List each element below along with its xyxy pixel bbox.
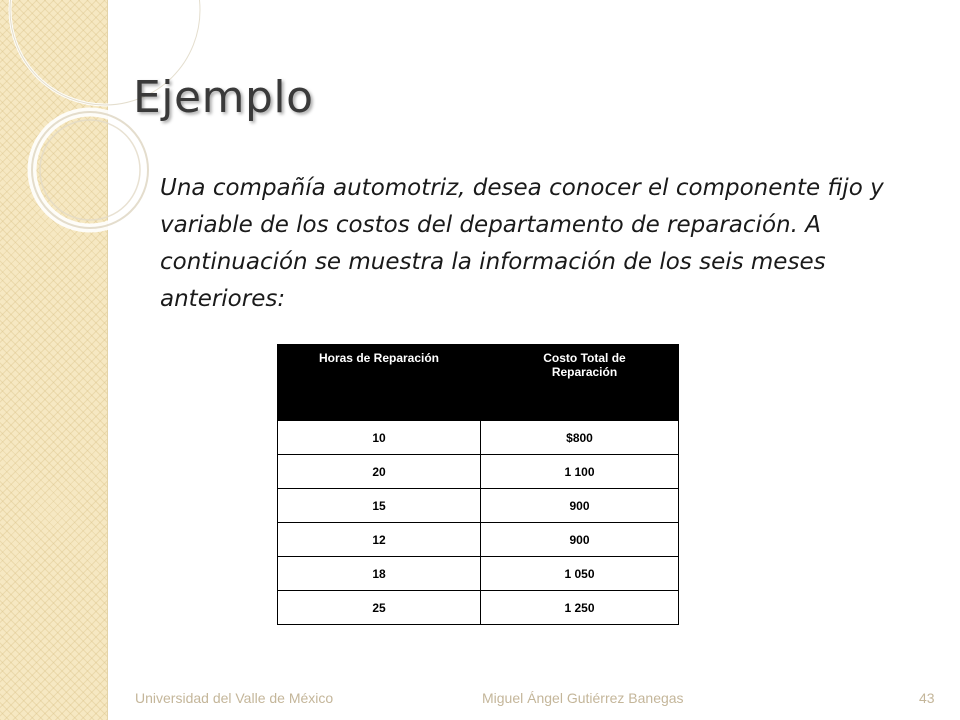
table-row bbox=[278, 455, 679, 489]
repair-cost-table bbox=[277, 344, 679, 625]
cell-total-cost: 900 bbox=[481, 489, 679, 523]
footer-university: Universidad del Valle de México bbox=[135, 690, 334, 706]
decorative-side-strip bbox=[0, 0, 108, 720]
table-row bbox=[278, 523, 679, 557]
column-header-hours: Horas de Reparación bbox=[278, 345, 481, 421]
cell-hours: 15 bbox=[278, 489, 481, 523]
table-header-row bbox=[278, 345, 679, 421]
table-row bbox=[278, 591, 679, 625]
table-row bbox=[278, 489, 679, 523]
cell-hours: 25 bbox=[278, 591, 481, 625]
cell-total-cost: 900 bbox=[481, 523, 679, 557]
cell-hours: 12 bbox=[278, 523, 481, 557]
slide-title: Ejemplo bbox=[133, 72, 314, 123]
cell-hours: 18 bbox=[278, 557, 481, 591]
footer-page-number: 43 bbox=[919, 690, 935, 706]
cell-total-cost: 1 250 bbox=[481, 591, 679, 625]
column-header-total-cost: Costo Total de Reparación bbox=[481, 345, 679, 421]
cell-total-cost: $800 bbox=[481, 421, 679, 455]
table-row bbox=[278, 421, 679, 455]
slide-body-text: Una compañía automotriz, desea conocer el componente fijo y variable de los costos del departamento de reparación. A continuación se muestra la información de los seis meses anteriores: bbox=[160, 175, 884, 312]
cell-hours: 20 bbox=[278, 455, 481, 489]
footer-author: Miguel Ángel Gutiérrez Banegas bbox=[482, 690, 684, 706]
cell-total-cost: 1 100 bbox=[481, 455, 679, 489]
table-row bbox=[278, 557, 679, 591]
cell-total-cost: 1 050 bbox=[481, 557, 679, 591]
cell-hours: 10 bbox=[278, 421, 481, 455]
